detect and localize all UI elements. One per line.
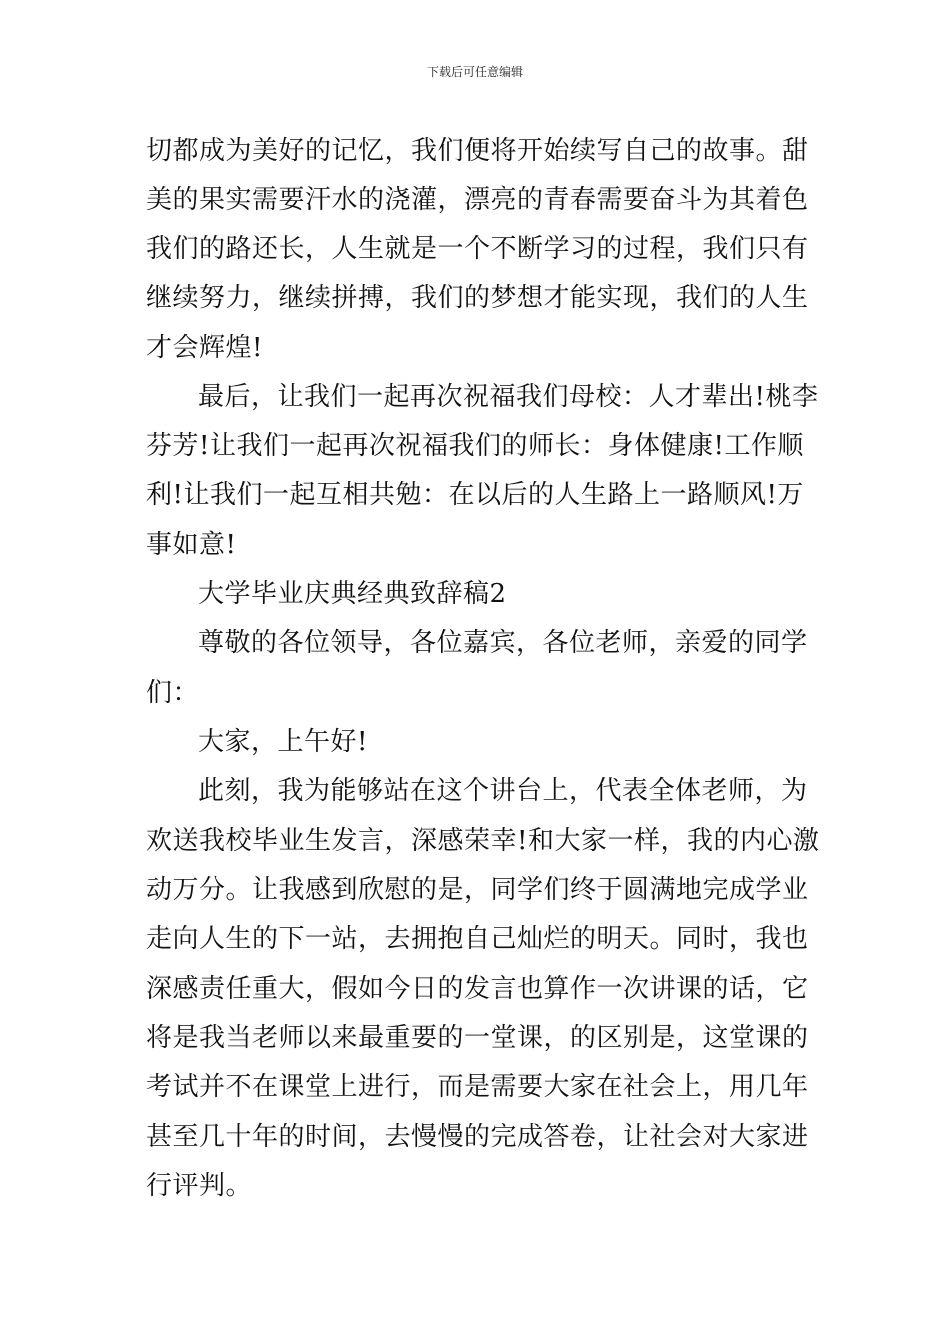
page-header: 下载后可任意编辑 — [426, 65, 523, 79]
body-line: 利!让我们一起互相共勉：在以后的人生路上一路顺风!万 — [146, 480, 804, 510]
body-line: 动万分。让我感到欣慰的是，同学们终于圆满地完成学业 — [146, 875, 809, 905]
body-line: 将是我当老师以来最重要的一堂课，的区别是，这堂课的 — [146, 1023, 809, 1053]
body-line: 大家，上午好! — [198, 727, 368, 757]
body-line: 此刻，我为能够站在这个讲台上，代表全体老师，为 — [198, 776, 808, 806]
body-line: 走向人生的下一站，去拥抱自己灿烂的明天。同时，我也 — [146, 924, 809, 954]
body-line: 欢送我校毕业生发言，深感荣幸!和大家一样，我的内心激 — [146, 826, 820, 856]
body-line: 才会辉煌! — [146, 333, 263, 363]
body-line: 切都成为美好的记忆，我们便将开始续写自己的故事。甜 — [146, 136, 809, 166]
body-line: 甚至几十年的时间，去慢慢的完成答卷，让社会对大家进 — [146, 1122, 809, 1152]
body-line: 我们的路还长，人生就是一个不断学习的过程，我们只有 — [146, 234, 809, 264]
body-line: 深感责任重大，假如今日的发言也算作一次讲课的话，它 — [146, 974, 809, 1004]
body-line: 行评判。 — [146, 1171, 253, 1201]
body-line: 们： — [146, 678, 200, 708]
section-title: 大学毕业庆典经典致辞稿2 — [198, 579, 507, 609]
body-line: 最后，让我们一起再次祝福我们母校：人才辈出!桃李 — [198, 382, 819, 412]
body-line: 继续努力，继续拼搏，我们的梦想才能实现，我们的人生 — [146, 283, 809, 313]
body-line: 事如意! — [146, 530, 237, 560]
body-line: 考试并不在课堂上进行，而是需要大家在社会上，用几年 — [146, 1072, 809, 1102]
body-line: 尊敬的各位领导，各位嘉宾，各位老师，亲爱的同学 — [198, 628, 808, 658]
body-line: 美的果实需要汗水的浇灌，漂亮的青春需要奋斗为其着色 — [146, 185, 809, 215]
body-line: 芬芳!让我们一起再次祝福我们的师长：身体健康!工作顺 — [146, 431, 804, 461]
